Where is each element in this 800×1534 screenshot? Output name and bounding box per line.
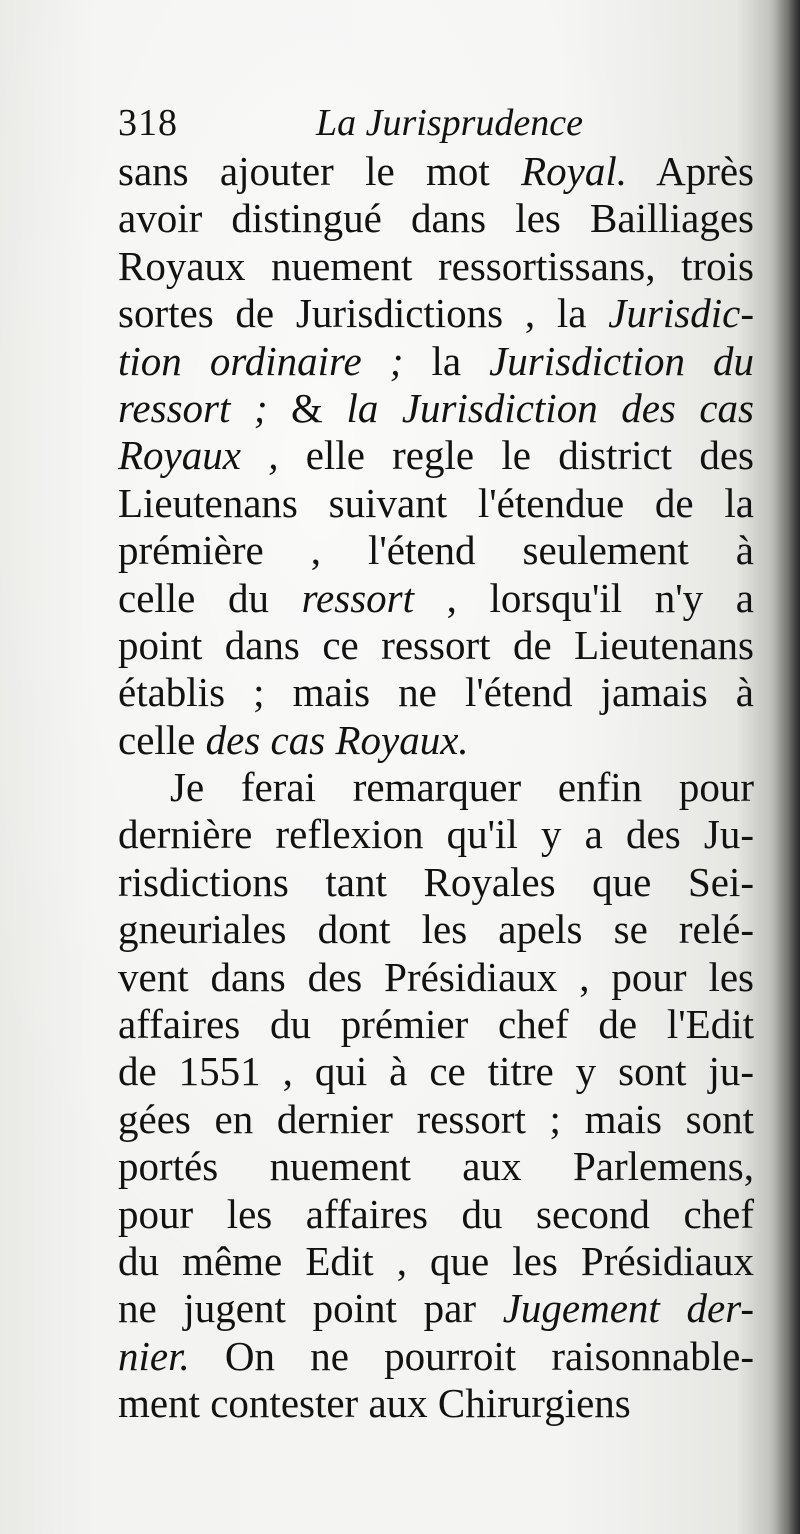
italic-text: Royaux , <box>118 432 279 479</box>
text-segment: la <box>403 337 490 384</box>
text-segment: vent dans des Présidiaux , pour les <box>118 953 754 1000</box>
text-segment: On ne pourroit raisonnable- <box>189 1332 754 1379</box>
text-line <box>118 1001 754 1048</box>
text-segment: pour les affaires du second chef <box>118 1190 754 1237</box>
running-title: La Jurisprudence <box>316 102 584 144</box>
running-head <box>118 98 748 148</box>
text-line <box>118 1285 754 1332</box>
text-segment: avoir distingué dans les Bailliages <box>118 195 754 242</box>
text-line <box>118 243 754 290</box>
text-segment: Royaux nuement ressortissans, trois <box>118 242 754 289</box>
text-line <box>118 1191 754 1238</box>
text-segment: ne jugent point par <box>118 1285 503 1332</box>
text-line <box>118 290 754 337</box>
text-line <box>118 1380 754 1427</box>
text-segment: celle du <box>118 574 302 621</box>
text-segment: gées en dernier ressort ; mais sont <box>118 1095 754 1142</box>
page-gutter-shadow <box>770 0 800 1534</box>
text-line <box>118 385 754 432</box>
italic-text: la Jurisdiction des cas <box>346 384 754 431</box>
text-segment: portés nuement aux Parlemens, <box>118 1143 754 1190</box>
text-line <box>118 811 754 858</box>
text-segment: Je ferai remarquer enfin pour <box>170 764 754 811</box>
text-segment: sortes de Jurisdictions , la <box>118 290 609 337</box>
italic-text: ressort <box>301 574 415 621</box>
text-segment: Après <box>627 148 754 194</box>
text-line <box>118 859 754 906</box>
page-number: 318 <box>118 102 178 144</box>
text-line <box>118 622 754 669</box>
text-segment: , lorsqu'il n'y a <box>414 574 754 621</box>
text-line <box>118 195 754 242</box>
text-segment: de 1551 , qui à ce titre y sont ju- <box>118 1048 754 1095</box>
text-line <box>118 1096 754 1143</box>
text-segment: point dans ce ressort de Lieutenans <box>118 621 754 668</box>
text-segment: dernière reflexion qu'il y a des Ju- <box>118 811 754 858</box>
text-line <box>118 1238 754 1285</box>
text-line <box>118 575 754 622</box>
body-text <box>118 148 754 1428</box>
text-line <box>118 527 754 574</box>
italic-text: Royal. <box>521 148 628 194</box>
text-segment: elle regle le district des <box>278 432 754 479</box>
text-segment: sans ajouter le mot <box>118 148 522 194</box>
text-segment: Lieutenans suivant l'étendue de la <box>118 479 754 526</box>
text-segment: gneuriales dont les apels se relé- <box>118 906 754 953</box>
text-line <box>118 1143 754 1190</box>
italic-text: Jugement der- <box>502 1285 754 1332</box>
text-segment: & <box>267 384 347 431</box>
text-segment: établis ; mais ne l'étend jamais à <box>118 669 754 716</box>
text-segment: du même Edit , que les Présidiaux <box>118 1237 754 1284</box>
text-line <box>118 432 754 479</box>
text-line <box>118 1048 754 1095</box>
text-segment: celle <box>118 716 206 763</box>
text-line <box>118 480 754 527</box>
italic-text: ressort ; <box>118 384 268 431</box>
text-line <box>118 1333 754 1380</box>
italic-text: des cas Royaux. <box>205 716 469 763</box>
text-line <box>118 148 754 195</box>
text-line <box>118 338 754 385</box>
text-line <box>118 764 754 811</box>
text-line <box>118 669 754 716</box>
text-line <box>118 717 754 764</box>
text-segment: risdictions tant Royales que Sei- <box>118 858 754 905</box>
text-segment: prémière , l'étend seulement à <box>118 527 754 574</box>
italic-text: nier. <box>118 1332 190 1379</box>
italic-text: Jurisdiction du <box>489 337 754 384</box>
text-line <box>118 954 754 1001</box>
text-segment: ment contester aux Chirurgiens <box>118 1380 631 1427</box>
italic-text: Jurisdic- <box>608 290 754 337</box>
text-segment: affaires du prémier chef de l'Edit <box>118 1001 754 1048</box>
text-line <box>118 906 754 953</box>
italic-text: tion ordinaire ; <box>118 337 404 384</box>
